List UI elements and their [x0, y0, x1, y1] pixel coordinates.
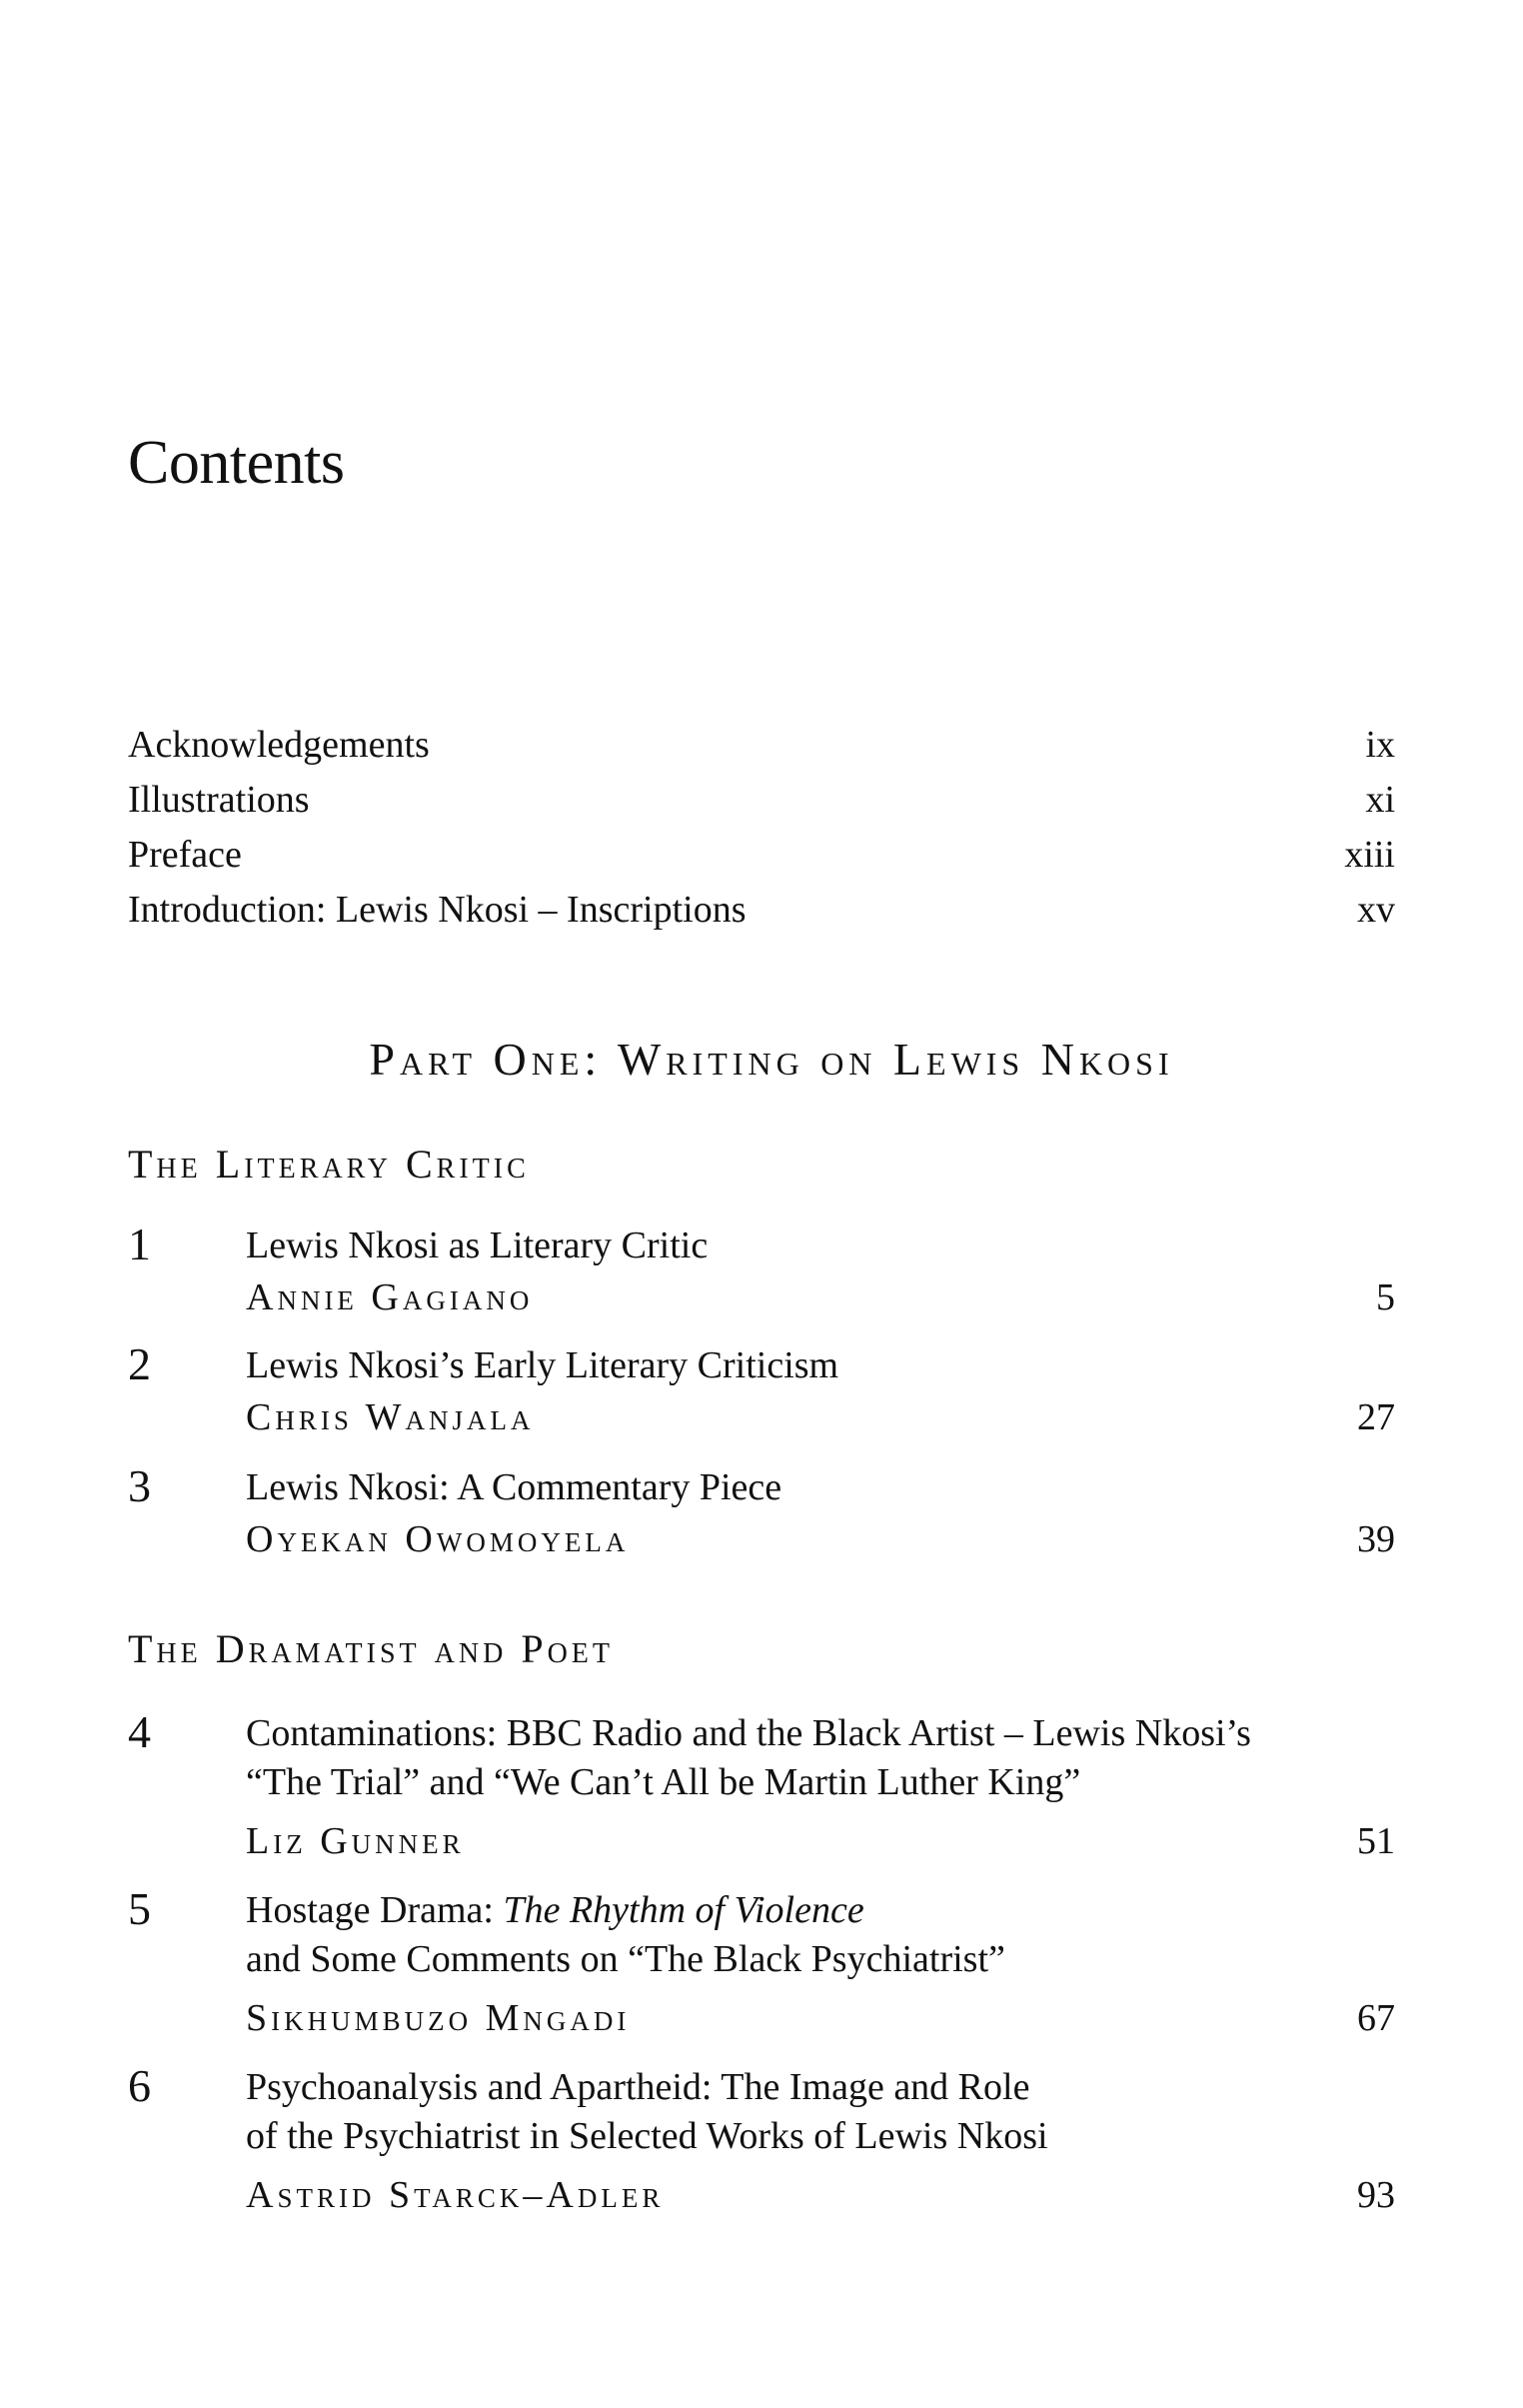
chapter-number: 1 [128, 1218, 151, 1269]
chapter-number: 6 [128, 2060, 151, 2111]
chapter-author: Annie Gagiano [246, 1276, 534, 1318]
chapter-author-row [246, 1392, 1395, 1442]
chapter-title-continued: and Some Comments on “The Black Psychiatrist” [246, 1938, 1005, 1980]
front-matter-item[interactable] [128, 883, 1395, 938]
chapter-title: Lewis Nkosi: A Commentary Piece [246, 1466, 782, 1508]
front-matter-label: Acknowledgements [128, 724, 430, 766]
chapter-title-prefix: Hostage Drama: [246, 1889, 504, 1931]
front-matter-label: Preface [128, 834, 242, 876]
chapter-page: 51 [1357, 1820, 1395, 1862]
section-heading: The Dramatist and Poet [128, 1626, 614, 1671]
front-matter-label: Illustrations [128, 779, 310, 821]
chapter-page: 93 [1357, 2174, 1395, 2216]
chapter-number: 3 [128, 1460, 151, 1511]
chapter-body [246, 2063, 1395, 2220]
chapter-page: 27 [1357, 1396, 1395, 1438]
chapter-title: Lewis Nkosi as Literary Critic [246, 1224, 709, 1266]
chapter-author: Liz Gunner [246, 1820, 465, 1862]
front-matter-page: xi [1365, 779, 1395, 821]
chapter-title-italic: The Rhythm of Violence [503, 1889, 864, 1931]
chapter-author: Sikhumbuzo Mngadi [246, 1997, 631, 2039]
chapter-author-row [246, 1993, 1395, 2043]
chapter-page: 5 [1376, 1276, 1395, 1318]
chapter-author: Astrid Starck–Adler [246, 2174, 665, 2216]
chapter-body [246, 1709, 1395, 1866]
chapter-title: Lewis Nkosi’s Early Literary Criticism [246, 1344, 839, 1386]
chapter-title-continued: of the Psychiatrist in Selected Works of Lewis Nkosi [246, 2115, 1048, 2157]
front-matter-page: xiii [1344, 834, 1395, 876]
chapter-page: 39 [1357, 1518, 1395, 1560]
chapter-title-continued: “The Trial” and “We Can’t All be Martin Luther King” [246, 1761, 1081, 1803]
chapter-number: 5 [128, 1883, 151, 1934]
chapter-author: Oyekan Owomoyela [246, 1518, 630, 1560]
front-matter-page: xv [1357, 889, 1395, 931]
front-matter-item[interactable] [128, 828, 1395, 883]
front-matter-page: ix [1365, 724, 1395, 766]
chapter-body [246, 1341, 1395, 1442]
chapter-title: Contaminations: BBC Radio and the Black Artist – Lewis Nkosi’s [246, 1712, 1251, 1754]
chapter-title: Psychoanalysis and Apartheid: The Image and Role [246, 2066, 1030, 2108]
front-matter-item[interactable] [128, 773, 1395, 828]
chapter-author-row [246, 1514, 1395, 1564]
section-heading: The Literary Critic [128, 1142, 530, 1187]
front-matter-item[interactable] [128, 718, 1395, 773]
chapter-author-row [246, 1272, 1395, 1322]
chapter-body [246, 1886, 1395, 2043]
chapter-author-row [246, 1816, 1395, 1866]
chapter-number: 2 [128, 1338, 151, 1389]
front-matter-list [128, 718, 1395, 938]
front-matter-label: Introduction: Lewis Nkosi – Inscriptions [128, 889, 747, 931]
chapter-body [246, 1463, 1395, 1564]
chapter-page: 67 [1357, 1997, 1395, 2039]
chapter-body [246, 1221, 1395, 1322]
chapter-author: Chris Wanjala [246, 1396, 535, 1438]
part-heading: Part One: Writing on Lewis Nkosi [369, 1034, 1174, 1085]
page-title: Contents [128, 429, 345, 497]
chapter-title [246, 1886, 1395, 1935]
chapter-number: 4 [128, 1706, 151, 1757]
chapter-author-row [246, 2170, 1395, 2220]
